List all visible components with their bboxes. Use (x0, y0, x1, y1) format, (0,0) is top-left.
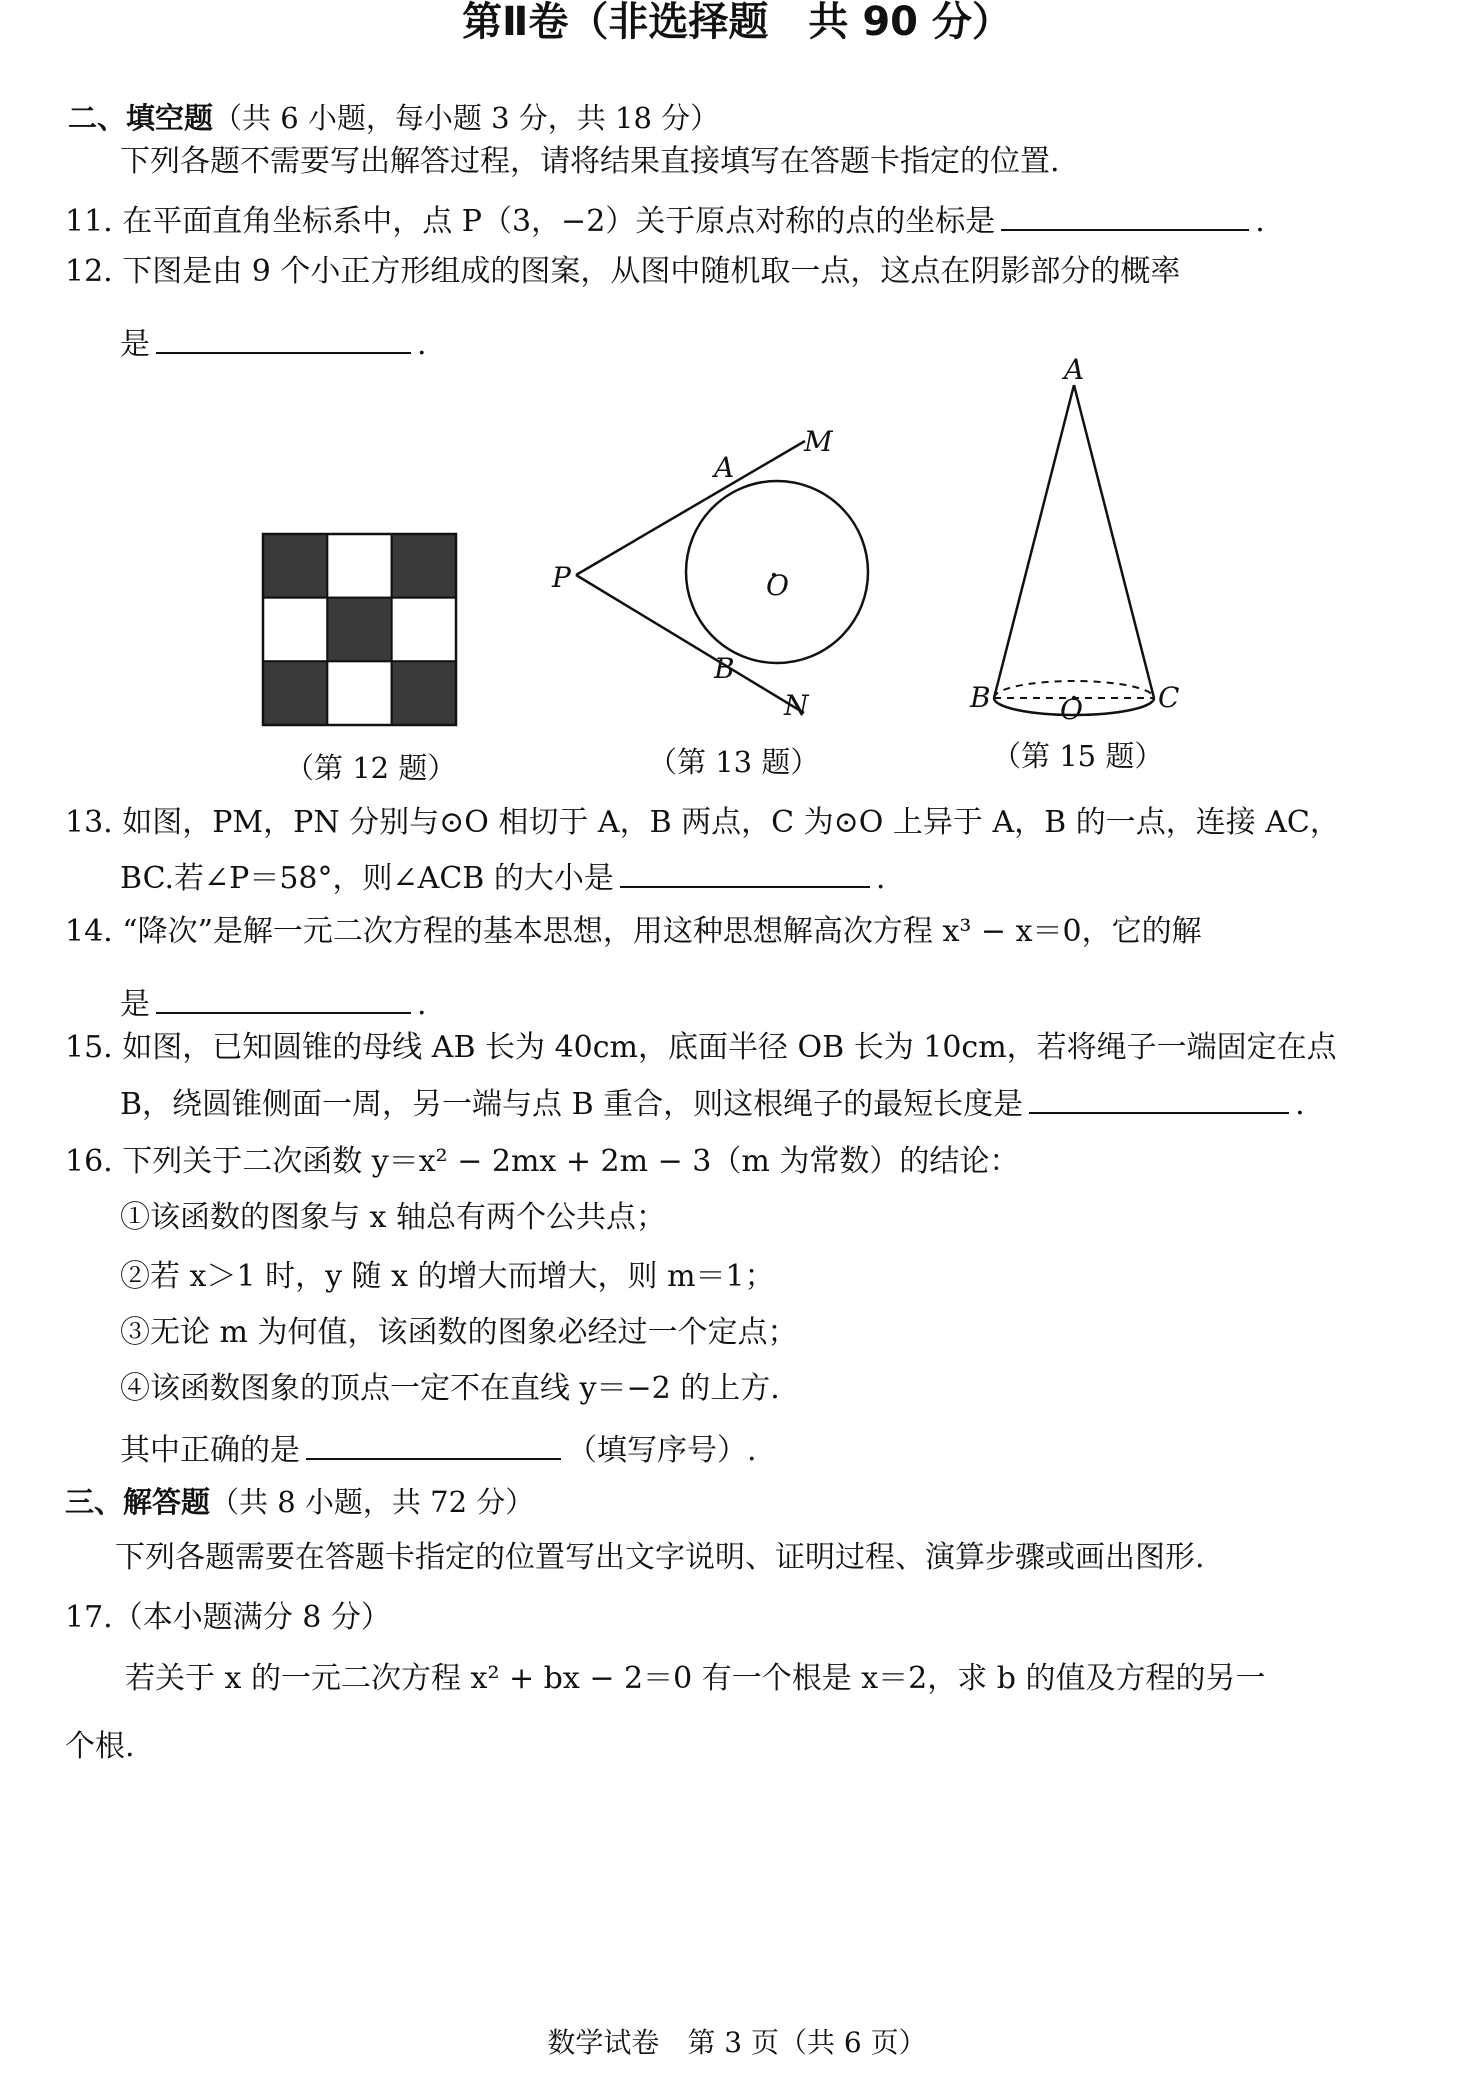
q11-answer-blank (1001, 199, 1249, 231)
cone-slant-ab (994, 385, 1074, 698)
label-b: B (714, 652, 735, 685)
q13-line2 (120, 856, 885, 899)
q17-head: 17.（本小题满分 8 分） (65, 1600, 391, 1635)
grid-cell-shaded (392, 661, 456, 725)
label-n: N (784, 689, 809, 722)
q16-item-1: ①该函数的图象与 x 轴总有两个公共点； (120, 1200, 666, 1235)
q14-line2-text: 是 (120, 987, 150, 1022)
section3-instruction: 下列各题需要在答题卡指定的位置写出文字说明、证明过程、演算步骤或画出图形. (115, 1540, 1205, 1575)
grid-cell-shaded (263, 534, 327, 598)
figure-12-grid (262, 533, 457, 726)
label-o: O (1060, 693, 1083, 726)
grid-cell-white (392, 598, 456, 662)
label-m: M (804, 425, 833, 458)
q13-line2-text: BC.若∠P＝58°，则∠ACB 的大小是 (120, 861, 614, 896)
q16-answer-blank (306, 1428, 561, 1460)
label-p: P (552, 561, 571, 594)
q14-line2 (120, 982, 427, 1025)
label-c: C (1158, 681, 1180, 714)
figure-15-cone (960, 355, 1200, 725)
label-a: A (714, 451, 735, 484)
section2-header (68, 98, 719, 138)
q14-line1: 14. “降次”是解一元二次方程的基本思想，用这种思想解高次方程 x³ − x＝0，它的解 (65, 914, 1202, 949)
q14-end: . (417, 987, 427, 1022)
q13-answer-blank (620, 856, 870, 888)
label-b: B (970, 681, 991, 714)
figure-12-caption: （第 12 题） (285, 751, 457, 785)
figure-13-tangents (540, 415, 880, 735)
grid-cell-shaded (263, 661, 327, 725)
grid-cell-shaded (327, 598, 391, 662)
label-a: A (1064, 353, 1085, 386)
figure-15-caption: （第 15 题） (992, 739, 1164, 773)
grid-cell-shaded (392, 534, 456, 598)
q12-end: . (417, 327, 427, 362)
q16-item-4: ④该函数图象的顶点一定不在直线 y＝−2 的上方. (120, 1371, 780, 1406)
section3-info: （共 8 小题，共 72 分） (210, 1485, 535, 1519)
tangent-pm (576, 441, 805, 575)
section2-heading: 二、填空题 (68, 101, 214, 135)
q15-end: . (1295, 1087, 1305, 1122)
q13-end: . (875, 861, 886, 896)
grid-cell-white (327, 534, 391, 598)
q11 (65, 199, 1265, 242)
grid-cell-white (263, 598, 327, 662)
q16-item-2: ②若 x＞1 时，y 随 x 的增大而增大，则 m＝1； (120, 1259, 775, 1294)
q14-answer-blank (156, 982, 411, 1014)
q17-line2: 个根. (65, 1729, 135, 1764)
q12-line2 (120, 322, 427, 365)
label-o: O (766, 569, 789, 602)
q16-answer-prefix: 其中正确的是 (120, 1433, 300, 1468)
page-title: 第Ⅱ卷（非选择题 共 90 分） (462, 0, 1012, 45)
q12-line2-text: 是 (120, 327, 150, 362)
q16-item-3: ③无论 m 为何值，该函数的图象必经过一个定点； (120, 1315, 798, 1350)
q15-answer-blank (1029, 1082, 1289, 1114)
q16-answer-suffix: （填写序号）. (567, 1433, 757, 1468)
section2-instruction: 下列各题不需要写出解答过程，请将结果直接填写在答题卡指定的位置. (120, 144, 1060, 179)
section3-header (65, 1482, 534, 1522)
q12-line1: 12. 下图是由 9 个小正方形组成的图案，从图中随机取一点，这点在阴影部分的概率 (65, 254, 1181, 289)
q11-text: 11. 在平面直角坐标系中，点 P（3，−2）关于原点对称的点的坐标是 (65, 204, 996, 239)
section3-heading: 三、解答题 (65, 1485, 211, 1519)
q15-line2 (120, 1082, 1305, 1125)
q15-line1: 15. 如图，已知圆锥的母线 AB 长为 40cm，底面半径 OB 长为 10cm，若将绳子一端固定在点 (65, 1030, 1337, 1065)
grid-cell-white (327, 661, 391, 725)
section2-info: （共 6 小题，每小题 3 分，共 18 分） (213, 101, 720, 135)
q16-stem: 16. 下列关于二次函数 y＝x² − 2mx + 2m − 3（m 为常数）的结论： (65, 1144, 1020, 1179)
cone-slant-ac (1074, 385, 1154, 698)
page-footer: 数学试卷 第 3 页（共 6 页） (547, 2026, 927, 2059)
q11-end: . (1255, 204, 1265, 239)
q16-answer-line (120, 1428, 757, 1471)
q13-line1: 13. 如图，PM，PN 分别与⊙O 相切于 A，B 两点，C 为⊙O 上异于 A，B 的一点，连接 AC， (65, 805, 1340, 840)
q12-answer-blank (156, 322, 411, 354)
q17-line1: 若关于 x 的一元二次方程 x² + bx − 2＝0 有一个根是 x＝2，求 b 的值及方程的另一 (125, 1661, 1266, 1696)
figure-13-caption: （第 13 题） (648, 745, 820, 779)
q15-line2-text: B，绕圆锥侧面一周，另一端与点 B 重合，则这根绳子的最短长度是 (120, 1087, 1024, 1122)
